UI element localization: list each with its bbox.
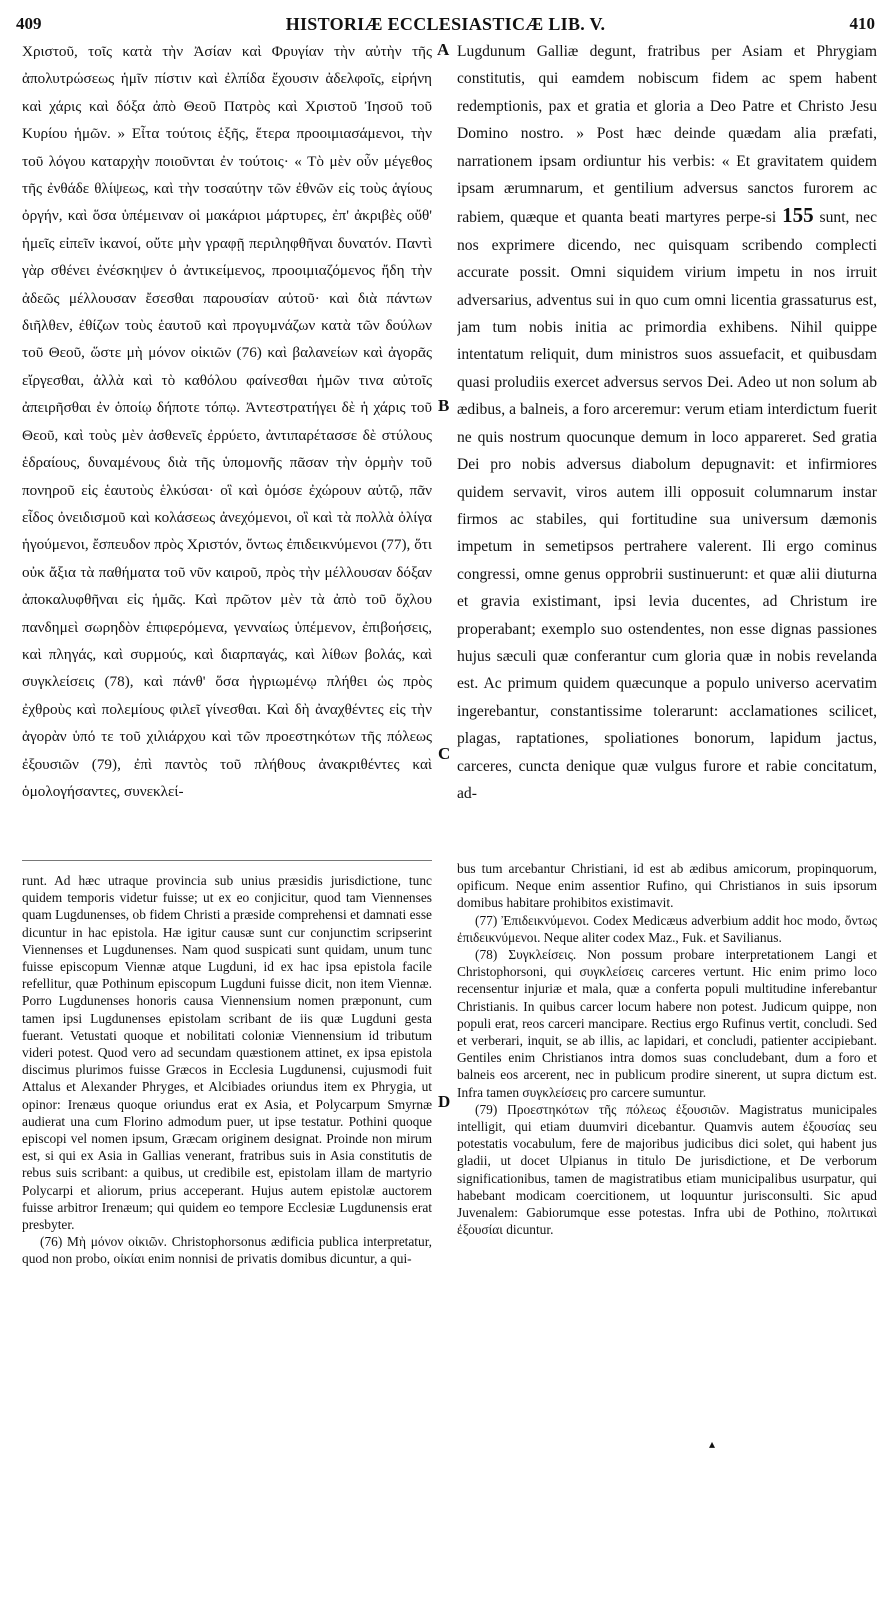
note-78: (78) Συγκλείσεις. Non possum probare interpretationem Langi et Christophorsoni, qui συγκλείσεις carceres vertunt. Hic enim primo loco recensentur injuriæ et mala, quæ a conferta populi multitudine inferebantur Christianis. In quibus carcer locum habere non potest. Judicum quippe, non populi erat, reos carceri mancipare. Rectius ergo Rufinus vertit, concludi. Sed et verberari, inquit, se ab illis, ac lapidari, et concludi, patienter accipiebant. Gentiles enim Christianos intra domos suas concludebant, dum a foro et balneis eos arcerent, nec in publicum prodire sinerent, ut supra dictum est. Infra tamen συγκλείσεις pro carcere sumuntur.	[457, 947, 877, 1100]
note-77: (77) Ἐπιδεικνύμενοι. Codex Medicæus adverbium addit hoc modo, ὄντως ἐπιδεικνύμενοι. Neque aliter codex Maz., Fuk. et Savilianus.	[457, 912, 877, 945]
printer-mark: ▴	[709, 1437, 716, 1451]
note-76: (76) Μὴ μόνον οἰκιῶν. Christophorsonus ædificia publica interpretatur, quod non probo, οἰκίαι enim nonnisi de privatis domibus dicuntur, a qui-	[22, 1234, 432, 1267]
latin-text	[457, 38, 877, 807]
margin-letter-a: A	[437, 40, 450, 59]
running-header	[16, 14, 875, 38]
margin-letter-d: D	[438, 1092, 451, 1111]
margin-letter-b: B	[438, 396, 450, 415]
column-number: 155	[782, 203, 814, 228]
notes-divider	[22, 860, 432, 861]
page-number-left: 409	[16, 14, 42, 33]
greek-text-column	[22, 38, 432, 856]
latin-text-column	[457, 38, 877, 856]
latin-text-part-b: sunt, nec nos exprimere dicendo, nec quisquam scribendo complecti accurate possit. Omni siquidem virium impetu in nos irruit adversarius, adventus sui in quo cum omni licentia grassaturus est, jam tum nobis initia ac primordia exhibens. Nihil quippe intentatum reliquit, dum ministros suos assuefacit, et quibusdam quasi proludiis exercet adversus servos Dei. Adeo ut non solum ab ædibus, a balneis, a foro arceremur: verum etiam interdictum fuerit ne quis nostrum quocunque demum in loco appareret. Sed gratia Dei pro nobis adversus diabolum depugnavit: et infirmiores quidem servavit, viros autem illi opposuit columnarum instar firmos ac stabiles, qui fortitudine sua universum dæmonis impetum in semetipsos pertrahere valerent. Ili ergo cominus congressi, omne genus opprobrii sustinuerunt: et quæ alii diuturna et gravia existimant, ipsi levia ducentes, ad Christum ire properabant; exemplo suo ostendentes, non esse dignas passiones hujus sæculi quæ conferantur cum gloria quæ in nobis revelanda est. Ac primum quidem quæcunque a populo universo acervatim ingerebantur, constantissime tolerarunt: acclamationes scilicet, plagas, raptationes, spoliationes bonorum, lapidum jactus, carceres, cuncta denique quæ vulgus furore et rabie concitatum, ad-	[457, 209, 877, 802]
margin-letter-c: C	[438, 744, 451, 763]
running-title: HISTORIÆ ECCLESIASTICÆ LIB. V.	[285, 14, 606, 34]
notes-left-column	[22, 872, 432, 1572]
note-79: (79) Προεστηκότων τῆς πόλεως ἐξουσιῶν. Magistratus municipales intelligit, qui etiam duumviri dicebantur. Quamvis autem ἐξουσίας seu potestatis vocabulum, fere de majoribus judicibus dici solet, qui habent jus gladii, ut docet Ulpianus in titulo De jurisdictione, et De verborum significationibus, tamen de magistratibus etiam municipalibus usurpatur, qui habebant modicam coercitionem, ut loquuntur jurisconsulti. Sic apud Juvenalem: Gabiorumque esse potestas. Infra ubi de Pothino, πολιτικαὶ ἐξουσίαι dicuntur.	[457, 1101, 877, 1238]
page-number-right: 410	[849, 14, 875, 33]
latin-text-part-a: Lugdunum Galliæ degunt, fratribus per Asiam et Phrygiam constitutis, qui eamdem nobiscum fidem ac spem habent redemptionis, pax et gratia et gloria a Deo Patre et Christo Jesu Domino nostro. » Post hæc deinde quædam alia præfati, narrationem ipsam ordiuntur his verbis: « Et gravitatem quidem ipsam ærumnarum, et gentilium adversus sanctos furorem ac rabiem, quæque et quanta beati martyres perpe-si	[457, 43, 877, 227]
note-76-continued: bus tum arcebantur Christiani, id est ab ædibus amicorum, propinquorum, opificum. Neque enim assentior Rufino, qui Christianos in suis ipsorum domibus habitare prohibitos existimavit.	[457, 861, 877, 911]
note-paragraph: runt. Ad hæc utraque provincia sub unius præsidis jurisdictione, tunc quidem temporis videtur fuisse; ut ex eo conjicitur, quod tam Viennenses quam Lugdunenses, ob fidem Christi a præside comprehensi et damnati esse dicuntur in hac epistola. Hæ igitur causæ sunt cur conjunctim scripserint Viennenses et Lugdunenses. Nam quod suspicati sunt quidam, unum tunc fuisse episcopum Viennæ atque Lugduni, id ex hac ipsa epistola facile refellitur, quæ Pothinum episcopum Lugduni fuisse dicit, non item Viennæ. Porro Lugdunenses honoris causa Viennensium nomen præponunt, cum tamen ipsi Lugdunenses epistolam scribant de iis quæ Lugduni gesta fuerant. Vetustati quoque et nobilitati coloniæ Viennensium id tributum videri potest. Quod vero ad secundam quæstionem attinet, ex ipsa epistola discimus plurimos fuisse Græcos in Ecclesia Lugdunensi, cujusmodi fuit Attalus et Alexander Phryges, et Alcibiades oriundus item ex Phrygia, ut opinor: Irenæus quoque oriundus erat ex Asia, et Polycarpum Smyrnæ audierat una cum Florino admodum puer, ut ipse testatur. Pothini quoque episcopi vel nomen ipsum, Græcam originem designat. Proinde non mirum est, si qui ex Asia in Gallias venerant, fratribus suis in Asia constitutis de rebus suis scribant: a quibus, ut credibile est, epistolam illam de martyrio Polycarpi et aliorum, prius acceperant. Hujus autem epistolæ auctorem fuisse arbitror Irenæum; qui quidem eo tempore Ecclesiæ Lugdunensis erat presbyter.	[22, 873, 432, 1233]
notes-right-column	[457, 860, 877, 1580]
greek-text: Χριστοῦ, τοῖς κατὰ τὴν Ἀσίαν καὶ Φρυγίαν τὴν αὐτὴν τῆς ἀπολυτρώσεως ἡμῖν πίστιν καὶ ἐλπίδα ἔχουσιν ἀδελφοῖς, εἰρήνη καὶ χάρις καὶ δόξα ἀπὸ Θεοῦ Πατρὸς καὶ Χριστοῦ Ἰησοῦ τοῦ Κυρίου ἡμῶν. » Εἶτα τούτοις ἑξῆς, ἕτερα προοιμιασάμενοι, τὴν τοῦ λόγου καταρχὴν ποιοῦνται ἐν τούτοις· « Τὸ μὲν οὖν μέγεθος τῆς ἐνθάδε θλίψεως, καὶ τὴν τοσαύτην τῶν ἐθνῶν εἰς τοὺς ἁγίους ὀργήν, καὶ ὅσα ὑπέμειναν οἱ μακάριοι μάρτυρες, ἐπ' ἀκριβὲς οὔθ' ἡμεῖς εἰπεῖν ἱκανοί, οὔτε μὴν γραφῇ περιληφθῆναι δυνατόν. Παντὶ γὰρ σθένει ἐνέσκηψεν ὁ ἀντικείμενος, προοιμιαζόμενος ἤδη τὴν ἀδεῶς μέλλουσαν ἔσεσθαι παρουσίαν αὐτοῦ· καὶ διὰ πάντων διῆλθεν, ἐθίζων τοὺς ἑαυτοῦ καὶ προγυμνάζων κατὰ τῶν δούλων τοῦ Θεοῦ, ὥστε μὴ μόνον οἰκιῶν (76) καὶ βαλανείων καὶ ἀγορᾶς εἴργεσθαι, ἀλλὰ καὶ τὸ καθόλου φαίνεσθαι ἡμῶν τινα αὐτοῖς ἀπειρῆσθαι ἐν ὁποίῳ δήποτε τόπῳ. Ἀντεστρατήγει δὲ ἡ χάρις τοῦ Θεοῦ, καὶ τοὺς μὲν ἀσθενεῖς ἐρρύετο, ἀντιπαρέτασσε δὲ στύλους ἑδραίους, δυναμένους διὰ τῆς ὑπομονῆς πᾶσαν τὴν ὁρμὴν τοῦ πονηροῦ εἰς ἑαυτοὺς ἑλκύσαι· οἳ καὶ ὁμόσε ἐχώρουν αὐτῷ, πᾶν εἶδος ὀνειδισμοῦ καὶ κολάσεως ἀνεχόμενοι, οἳ καὶ τὰ πολλὰ ὀλίγα ἡγούμενοι, ἔσπευδον πρὸς Χριστόν, ὄντως ἐπιδεικνύμενοι (77), ὅτι οὐκ ἄξια τὰ παθήματα τοῦ νῦν καιροῦ, πρὸς τὴν μέλλουσαν δόξαν ἀποκαλυφθῆναι εἰς ἡμᾶς. Καὶ πρῶτον μὲν τὰ ἀπὸ τοῦ ὄχλου πανδημεὶ σωρηδὸν ἐπιφερόμενα, γενναίως ὑπέμενον, ἐπιβοήσεις, καὶ πληγάς, καὶ συρμούς, καὶ διαρπαγάς, καὶ λίθων βολάς, καὶ συγκλείσεις (78), καὶ πάνθ' ὅσα ἠγριωμένῳ πλήθει ὡς πρὸς ἐχθροὺς καὶ πολεμίους φιλεῖ γίνεσθαι. Καὶ δὴ ἀναχθέντες εἰς τὴν ἀγορὰν ὑπό τε τοῦ χιλιάρχου καὶ τῶν προεστηκότων τῆς πόλεως ἐξουσιῶν (79), ἐπὶ παντὸς τοῦ πλήθους ἀνακριθέντες καὶ ὁμολογήσαντες, συνεκλεί-	[22, 43, 432, 800]
